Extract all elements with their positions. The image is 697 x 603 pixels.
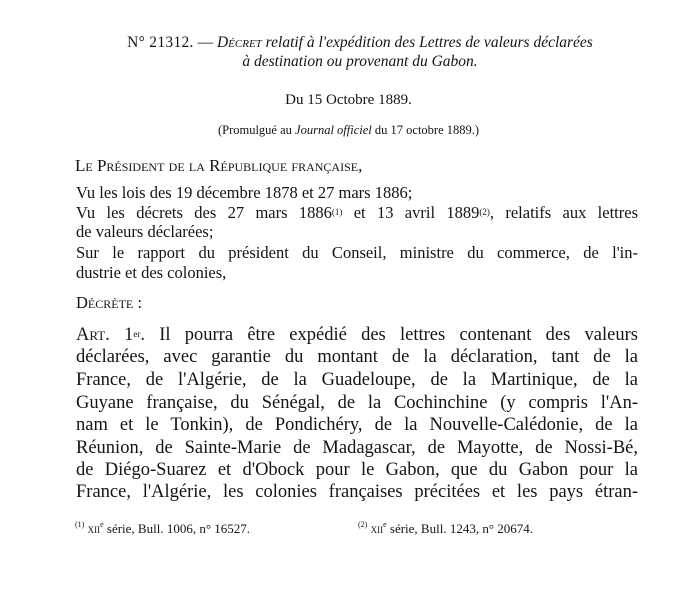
decret-word: Décret	[216, 34, 262, 51]
rapport-line-2: dustrie et des colonies,	[76, 263, 227, 282]
decree-date: Du 15 Octobre 1889.	[285, 92, 412, 108]
vu-lois: Vu les lois des 19 décembre 1878 et 27 mars 1886;	[76, 183, 413, 202]
footnote-1-text: série, Bull. 1006, n° 16527.	[103, 521, 251, 536]
decrete-heading: Décrète :	[76, 293, 142, 312]
footnote-1-series: xii	[87, 521, 101, 536]
article-line-1-text: . Il pourra être expédié des lettres contenant des valeurs	[140, 325, 638, 345]
footnote-2-series-sup: e	[383, 520, 387, 529]
footnote-2-text: série, Bull. 1243, n° 20674.	[386, 521, 534, 536]
decree-number: N° 21312.	[127, 34, 194, 51]
article-line: déclarées, avec garantie du montant de la déclaration, tant de la	[76, 347, 638, 367]
decree-title-line-2	[60, 52, 660, 72]
article-label: Art. 1	[76, 325, 134, 345]
promulgation-prefix: (Promulgué au	[217, 123, 292, 137]
title-text-line-2: à destination ou provenant du Gabon.	[242, 53, 478, 70]
vu-decrets-part-3: , relatifs aux lettres	[489, 203, 638, 222]
article-line-1	[76, 324, 638, 346]
decree-title-line-1	[60, 33, 660, 53]
article-line: France, de l'Algérie, de la Guadeloupe, de la Martinique, de la	[76, 370, 638, 390]
footnote-ref-1: (1)	[331, 207, 343, 217]
footnote-1-mark: (1)	[75, 520, 85, 529]
vu-decrets-line-1	[76, 203, 638, 223]
journal-name: Journal officiel	[295, 123, 372, 137]
footnote-ref-2: (2)	[479, 207, 490, 217]
footnote-2-series: xii	[370, 521, 384, 536]
article-line: France, l'Algérie, les colonies françaises précitées et les pays étran-	[76, 482, 638, 502]
article-line: de Diégo-Suarez et d'Obock pour le Gabon, que du Gabon pour la	[76, 460, 638, 480]
president-heading: Le Président de la République française,	[75, 156, 363, 175]
vu-decrets-part-2: et 13 avril 1889	[353, 203, 480, 222]
article-line: Guyane française, du Sénégal, de la Cochinchine (y compris l'An-	[76, 393, 638, 413]
title-text-line-1: relatif à l'expédition des Lettres de valeurs déclarées	[265, 34, 593, 51]
footnote-2-mark: (2)	[358, 520, 368, 529]
footnote-2	[358, 521, 533, 537]
article-line: Réunion, de Sainte-Marie de Madagascar, de Mayotte, de Nossi-Bé,	[76, 438, 638, 458]
title-dash: —	[197, 34, 214, 51]
promulgation-note	[0, 123, 697, 138]
footnote-1	[75, 521, 250, 537]
promulgation-suffix: du 17 octobre 1889.)	[374, 123, 480, 137]
article-line: nam et le Tonkin), de Pondichéry, de la Nouvelle-Calédonie, de la	[76, 415, 638, 435]
footnote-1-series-sup: e	[100, 520, 104, 529]
article-label-sup: er	[133, 329, 141, 339]
rapport-line-1: Sur le rapport du président du Conseil, ministre du commerce, de l'in-	[76, 243, 638, 262]
vu-decrets-part-1: Vu les décrets des 27 mars 1886	[76, 203, 332, 222]
vu-decrets-line-2: de valeurs déclarées;	[76, 222, 214, 241]
